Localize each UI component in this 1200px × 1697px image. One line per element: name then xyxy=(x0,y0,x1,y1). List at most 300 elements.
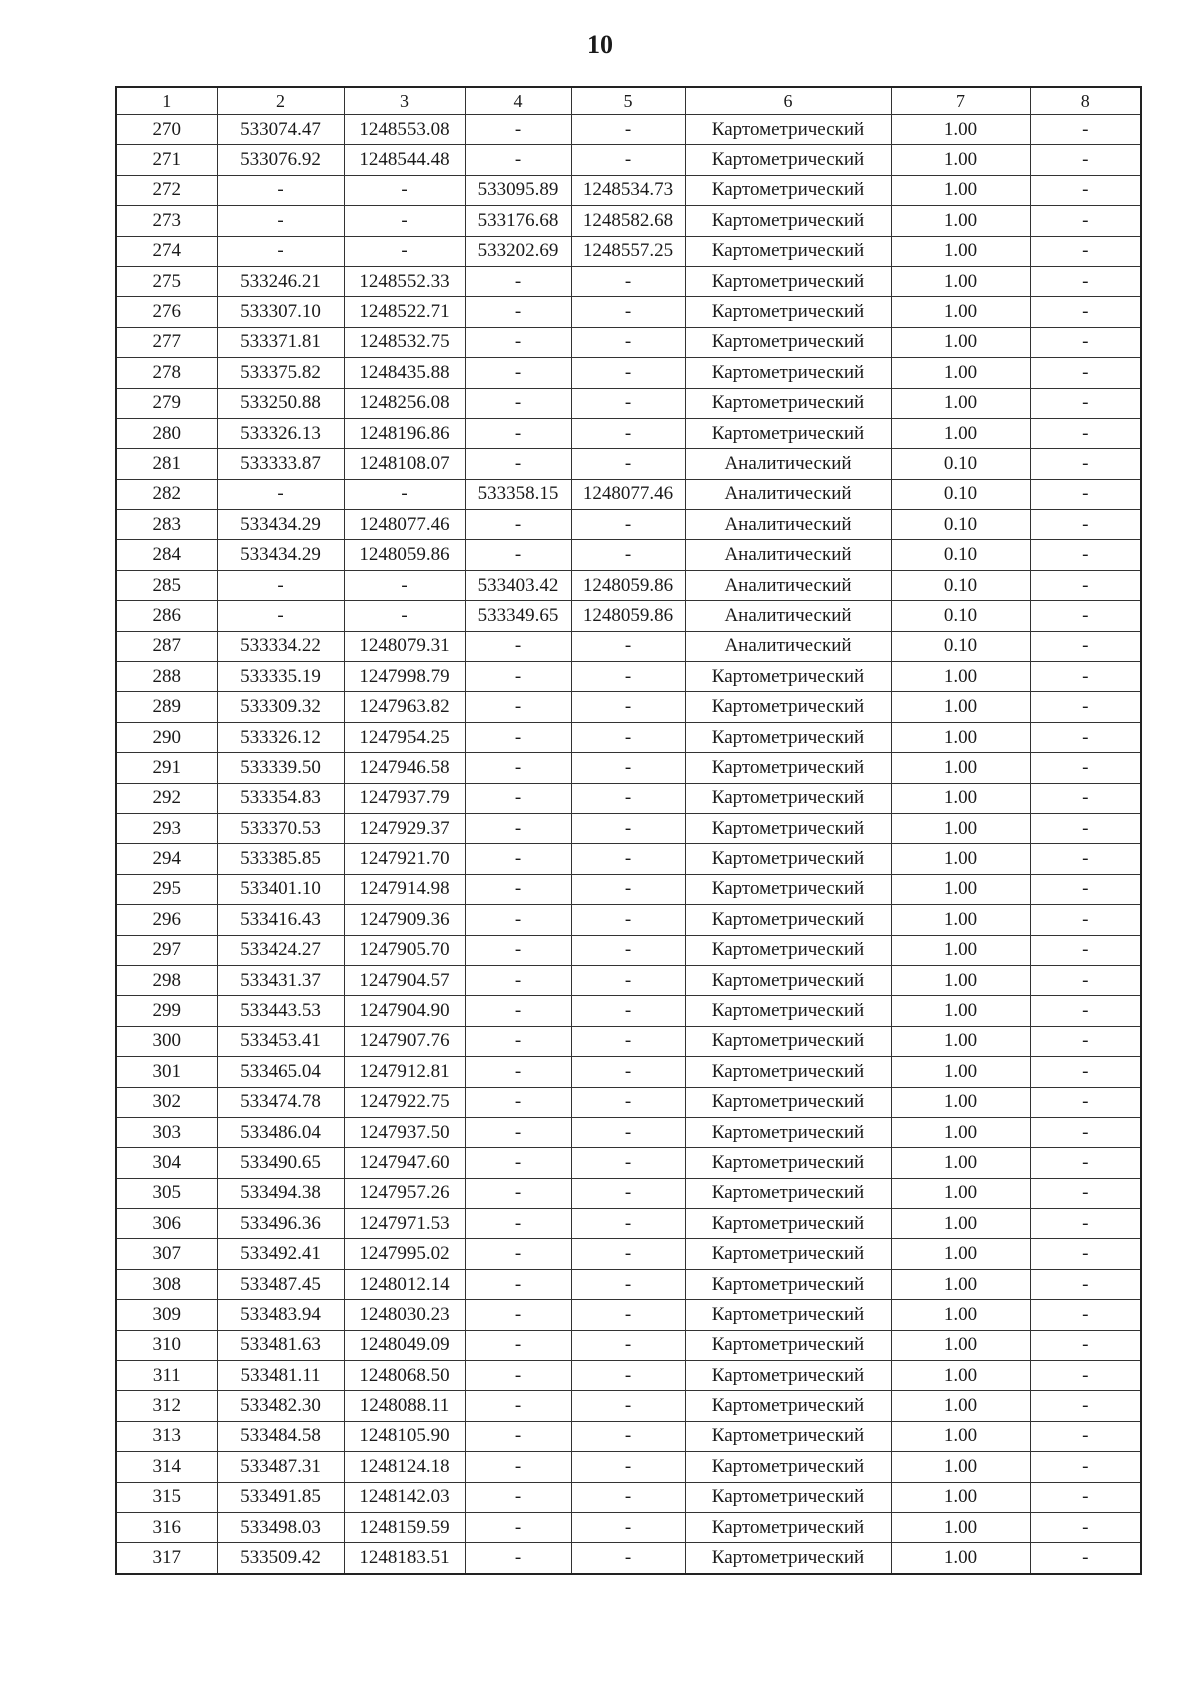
table-cell: 282 xyxy=(116,479,217,509)
table-cell: - xyxy=(344,601,465,631)
table-row xyxy=(116,1148,1141,1178)
table-cell: 533434.29 xyxy=(217,510,344,540)
table-cell: 284 xyxy=(116,540,217,570)
table-cell: Картометрический xyxy=(685,1178,891,1208)
table-cell: 533358.15 xyxy=(465,479,571,509)
table-cell: - xyxy=(1030,115,1141,145)
table-cell: - xyxy=(1030,266,1141,296)
table-cell: - xyxy=(465,874,571,904)
table-cell: 533509.42 xyxy=(217,1543,344,1574)
table-cell: - xyxy=(571,1330,685,1360)
table-cell: 533492.41 xyxy=(217,1239,344,1269)
column-header: 3 xyxy=(344,87,465,115)
table-cell: - xyxy=(465,115,571,145)
table-cell: 533326.13 xyxy=(217,418,344,448)
table-cell: - xyxy=(571,965,685,995)
table-cell: - xyxy=(571,905,685,935)
table-cell: - xyxy=(1030,631,1141,661)
table-cell: - xyxy=(1030,935,1141,965)
table-row xyxy=(116,935,1141,965)
table-cell: 533202.69 xyxy=(465,236,571,266)
table-row xyxy=(116,692,1141,722)
table-cell: 1248552.33 xyxy=(344,266,465,296)
table-cell: 533490.65 xyxy=(217,1148,344,1178)
table-row xyxy=(116,1512,1141,1542)
table-cell: - xyxy=(1030,388,1141,418)
table-cell: 1.00 xyxy=(891,1057,1030,1087)
table-cell: - xyxy=(465,449,571,479)
table-cell: 533487.45 xyxy=(217,1269,344,1299)
table-cell: 285 xyxy=(116,570,217,600)
table-cell: 1.00 xyxy=(891,1300,1030,1330)
table-cell: 1247947.60 xyxy=(344,1148,465,1178)
table-cell: 298 xyxy=(116,965,217,995)
table-cell: - xyxy=(344,236,465,266)
table-row xyxy=(116,722,1141,752)
table-cell: 1.00 xyxy=(891,1117,1030,1147)
table-cell: - xyxy=(571,418,685,448)
table-cell: 1248532.75 xyxy=(344,327,465,357)
table-row xyxy=(116,753,1141,783)
table-cell: - xyxy=(571,145,685,175)
table-cell: 1248435.88 xyxy=(344,358,465,388)
table-cell: Картометрический xyxy=(685,783,891,813)
table-cell: 533354.83 xyxy=(217,783,344,813)
table-cell: 1.00 xyxy=(891,266,1030,296)
table-cell: 0.10 xyxy=(891,601,1030,631)
table-cell: - xyxy=(465,1209,571,1239)
table-cell: 1248256.08 xyxy=(344,388,465,418)
table-cell: - xyxy=(1030,570,1141,600)
table-cell: 1248068.50 xyxy=(344,1361,465,1391)
table-cell: - xyxy=(1030,145,1141,175)
table-cell: Картометрический xyxy=(685,874,891,904)
table-cell: 308 xyxy=(116,1269,217,1299)
table-cell: - xyxy=(1030,1391,1141,1421)
table-cell: Картометрический xyxy=(685,1421,891,1451)
table-cell: 290 xyxy=(116,722,217,752)
table-cell: Картометрический xyxy=(685,1361,891,1391)
table-cell: 291 xyxy=(116,753,217,783)
table-cell: 1.00 xyxy=(891,1452,1030,1482)
table-cell: - xyxy=(344,479,465,509)
table-cell: - xyxy=(1030,449,1141,479)
table-cell: - xyxy=(465,1239,571,1269)
table-cell: 1248030.23 xyxy=(344,1300,465,1330)
table-row xyxy=(116,1178,1141,1208)
table-cell: 1247904.90 xyxy=(344,996,465,1026)
table-cell: - xyxy=(465,1026,571,1056)
column-header: 8 xyxy=(1030,87,1141,115)
table-cell: 1248582.68 xyxy=(571,206,685,236)
table-cell: 314 xyxy=(116,1452,217,1482)
table-row xyxy=(116,115,1141,145)
table-cell: Картометрический xyxy=(685,722,891,752)
table-cell: - xyxy=(571,813,685,843)
table-row xyxy=(116,1361,1141,1391)
table-cell: 1248108.07 xyxy=(344,449,465,479)
table-cell: - xyxy=(571,1269,685,1299)
table-cell: - xyxy=(465,1512,571,1542)
table-cell: - xyxy=(571,115,685,145)
table-cell: - xyxy=(1030,1209,1141,1239)
table-cell: 1248079.31 xyxy=(344,631,465,661)
table-cell: 1.00 xyxy=(891,1026,1030,1056)
table-cell: 1.00 xyxy=(891,1512,1030,1542)
table-cell: - xyxy=(1030,1361,1141,1391)
table-cell: - xyxy=(465,722,571,752)
table-cell: 1.00 xyxy=(891,1391,1030,1421)
table-cell: 533487.31 xyxy=(217,1452,344,1482)
table-cell: Картометрический xyxy=(685,965,891,995)
coordinates-table xyxy=(115,86,1142,1575)
table-row xyxy=(116,449,1141,479)
table-cell: - xyxy=(571,1209,685,1239)
table-cell: 1247909.36 xyxy=(344,905,465,935)
table-cell: 533494.38 xyxy=(217,1178,344,1208)
table-cell: 286 xyxy=(116,601,217,631)
table-cell: - xyxy=(217,570,344,600)
table-cell: - xyxy=(1030,540,1141,570)
table-cell: 1248522.71 xyxy=(344,297,465,327)
table-row xyxy=(116,510,1141,540)
table-cell: - xyxy=(465,1452,571,1482)
table-row xyxy=(116,570,1141,600)
table-cell: 1.00 xyxy=(891,327,1030,357)
table-cell: 302 xyxy=(116,1087,217,1117)
table-cell: - xyxy=(465,1543,571,1574)
table-cell: 1.00 xyxy=(891,1148,1030,1178)
table-cell: 1.00 xyxy=(891,418,1030,448)
table-cell: - xyxy=(465,662,571,692)
table-cell: 1248059.86 xyxy=(571,570,685,600)
table-cell: - xyxy=(571,1117,685,1147)
table-cell: Картометрический xyxy=(685,1057,891,1087)
column-header: 1 xyxy=(116,87,217,115)
table-cell: 1.00 xyxy=(891,692,1030,722)
table-cell: - xyxy=(465,1330,571,1360)
page-number: 10 xyxy=(587,30,613,59)
table-cell: - xyxy=(465,388,571,418)
table-cell: 1.00 xyxy=(891,297,1030,327)
table-cell: 299 xyxy=(116,996,217,1026)
table-cell: 1248088.11 xyxy=(344,1391,465,1421)
table-cell: 1.00 xyxy=(891,115,1030,145)
table-cell: 279 xyxy=(116,388,217,418)
table-cell: 316 xyxy=(116,1512,217,1542)
table-cell: - xyxy=(1030,1239,1141,1269)
table-cell: - xyxy=(465,996,571,1026)
table-cell: Аналитический xyxy=(685,631,891,661)
table-cell: Картометрический xyxy=(685,1543,891,1574)
table-cell: 288 xyxy=(116,662,217,692)
table-cell: - xyxy=(571,844,685,874)
table-cell: 1.00 xyxy=(891,145,1030,175)
table-cell: 1247905.70 xyxy=(344,935,465,965)
table-cell: - xyxy=(465,327,571,357)
table-row xyxy=(116,813,1141,843)
table-cell: - xyxy=(465,358,571,388)
table-cell: 1.00 xyxy=(891,753,1030,783)
table-cell: 1248077.46 xyxy=(571,479,685,509)
table-row xyxy=(116,297,1141,327)
table-cell: 1247904.57 xyxy=(344,965,465,995)
table-cell: - xyxy=(465,965,571,995)
table-cell: 311 xyxy=(116,1361,217,1391)
table-cell: 1247912.81 xyxy=(344,1057,465,1087)
table-cell: 533498.03 xyxy=(217,1512,344,1542)
table-cell: 1247907.76 xyxy=(344,1026,465,1056)
table-row xyxy=(116,418,1141,448)
table-cell: 1.00 xyxy=(891,1269,1030,1299)
table-cell: 0.10 xyxy=(891,510,1030,540)
table-cell: - xyxy=(465,1300,571,1330)
table-body xyxy=(116,115,1141,1574)
table-row xyxy=(116,1087,1141,1117)
table-cell: 306 xyxy=(116,1209,217,1239)
table-cell: - xyxy=(571,540,685,570)
table-cell: 307 xyxy=(116,1239,217,1269)
table-cell: - xyxy=(465,1117,571,1147)
table-cell: 1.00 xyxy=(891,874,1030,904)
table-cell: Картометрический xyxy=(685,1391,891,1421)
table-cell: 1.00 xyxy=(891,236,1030,266)
table-cell: Картометрический xyxy=(685,175,891,205)
table-cell: - xyxy=(217,206,344,236)
table-cell: 533074.47 xyxy=(217,115,344,145)
table-cell: 1.00 xyxy=(891,388,1030,418)
table-cell: - xyxy=(571,388,685,418)
table-cell: 1.00 xyxy=(891,813,1030,843)
table-cell: Картометрический xyxy=(685,1330,891,1360)
table-cell: Аналитический xyxy=(685,570,891,600)
table-cell: 1248105.90 xyxy=(344,1421,465,1451)
table-cell: 1247914.98 xyxy=(344,874,465,904)
table-cell: 1.00 xyxy=(891,1209,1030,1239)
table-cell: - xyxy=(465,1148,571,1178)
table-cell: 304 xyxy=(116,1148,217,1178)
table-cell: 533486.04 xyxy=(217,1117,344,1147)
table-cell: - xyxy=(1030,206,1141,236)
table-cell: 1247954.25 xyxy=(344,722,465,752)
table-cell: - xyxy=(1030,510,1141,540)
table-cell: - xyxy=(1030,358,1141,388)
table-cell: 1.00 xyxy=(891,1361,1030,1391)
table-cell: 533339.50 xyxy=(217,753,344,783)
table-cell: - xyxy=(465,1482,571,1512)
table-cell: - xyxy=(465,540,571,570)
table-cell: 533481.63 xyxy=(217,1330,344,1360)
table-cell: 1248124.18 xyxy=(344,1452,465,1482)
table-cell: - xyxy=(217,236,344,266)
table-cell: - xyxy=(571,327,685,357)
table-cell: - xyxy=(344,175,465,205)
table-cell: Картометрический xyxy=(685,1452,891,1482)
table-cell: - xyxy=(217,175,344,205)
table-cell: - xyxy=(1030,1482,1141,1512)
table-cell: - xyxy=(1030,479,1141,509)
table-cell: 1247971.53 xyxy=(344,1209,465,1239)
table-cell: - xyxy=(571,662,685,692)
table-cell: 0.10 xyxy=(891,570,1030,600)
table-cell: 1248557.25 xyxy=(571,236,685,266)
table-row xyxy=(116,1330,1141,1360)
table-cell: Картометрический xyxy=(685,1300,891,1330)
table-cell: 533416.43 xyxy=(217,905,344,935)
table-cell: 533496.36 xyxy=(217,1209,344,1239)
table-cell: 0.10 xyxy=(891,631,1030,661)
table-cell: 1.00 xyxy=(891,358,1030,388)
table-cell: - xyxy=(465,1391,571,1421)
table-cell: 533465.04 xyxy=(217,1057,344,1087)
table-cell: Картометрический xyxy=(685,1239,891,1269)
table-cell: - xyxy=(1030,1543,1141,1574)
table-cell: - xyxy=(571,874,685,904)
table-cell: Картометрический xyxy=(685,844,891,874)
table-row xyxy=(116,479,1141,509)
table-cell: - xyxy=(217,601,344,631)
table-cell: Картометрический xyxy=(685,327,891,357)
table-cell: 533474.78 xyxy=(217,1087,344,1117)
table-row xyxy=(116,1452,1141,1482)
table-cell: - xyxy=(571,1057,685,1087)
table-cell: - xyxy=(344,206,465,236)
table-cell: Картометрический xyxy=(685,418,891,448)
table-cell: - xyxy=(571,449,685,479)
table-cell: 533335.19 xyxy=(217,662,344,692)
table-row xyxy=(116,206,1141,236)
table-cell: - xyxy=(571,692,685,722)
table-cell: Картометрический xyxy=(685,1117,891,1147)
table-cell: 303 xyxy=(116,1117,217,1147)
table-cell: 1.00 xyxy=(891,1239,1030,1269)
table-cell: - xyxy=(1030,844,1141,874)
table-row xyxy=(116,145,1141,175)
table-cell: - xyxy=(465,1057,571,1087)
table-row xyxy=(116,327,1141,357)
table-cell: 294 xyxy=(116,844,217,874)
table-cell: 533326.12 xyxy=(217,722,344,752)
table-cell: - xyxy=(571,1421,685,1451)
table-cell: Картометрический xyxy=(685,905,891,935)
table-cell: 1247963.82 xyxy=(344,692,465,722)
table-cell: - xyxy=(571,1300,685,1330)
table-cell: - xyxy=(465,1421,571,1451)
table-cell: - xyxy=(1030,327,1141,357)
table-cell: 1248159.59 xyxy=(344,1512,465,1542)
table-cell: 1.00 xyxy=(891,1178,1030,1208)
table-cell: Картометрический xyxy=(685,1087,891,1117)
table-cell: 1247921.70 xyxy=(344,844,465,874)
table-cell: - xyxy=(571,1391,685,1421)
table-cell: 1.00 xyxy=(891,965,1030,995)
table-cell: 533309.32 xyxy=(217,692,344,722)
table-row xyxy=(116,844,1141,874)
table-cell: - xyxy=(1030,1148,1141,1178)
table-row xyxy=(116,540,1141,570)
table-cell: Картометрический xyxy=(685,662,891,692)
table-cell: 277 xyxy=(116,327,217,357)
table-cell: 295 xyxy=(116,874,217,904)
table-cell: - xyxy=(571,935,685,965)
table-cell: - xyxy=(465,297,571,327)
table-cell: 533349.65 xyxy=(465,601,571,631)
table-cell: 312 xyxy=(116,1391,217,1421)
table-cell: - xyxy=(465,418,571,448)
table-cell: 533403.42 xyxy=(465,570,571,600)
table-cell: 1248142.03 xyxy=(344,1482,465,1512)
table-cell: 533371.81 xyxy=(217,327,344,357)
table-cell: Картометрический xyxy=(685,692,891,722)
table-cell: 1.00 xyxy=(891,935,1030,965)
table-cell: - xyxy=(571,510,685,540)
table-cell: Картометрический xyxy=(685,1148,891,1178)
table-cell: - xyxy=(571,722,685,752)
table-cell: 533434.29 xyxy=(217,540,344,570)
table-cell: 533401.10 xyxy=(217,874,344,904)
table-cell: 1.00 xyxy=(891,1330,1030,1360)
table-header-row xyxy=(116,87,1141,115)
table-cell: - xyxy=(571,266,685,296)
table-cell: - xyxy=(465,935,571,965)
table-cell: - xyxy=(465,145,571,175)
table-cell: - xyxy=(571,1482,685,1512)
table-cell: 300 xyxy=(116,1026,217,1056)
table-cell: - xyxy=(465,1361,571,1391)
table-cell: 533334.22 xyxy=(217,631,344,661)
table-cell: Аналитический xyxy=(685,540,891,570)
table-row xyxy=(116,1209,1141,1239)
table-row xyxy=(116,996,1141,1026)
table-cell: 533491.85 xyxy=(217,1482,344,1512)
table-cell: 274 xyxy=(116,236,217,266)
table-cell: Картометрический xyxy=(685,206,891,236)
table-cell: 1248049.09 xyxy=(344,1330,465,1360)
table-cell: - xyxy=(465,1087,571,1117)
table-row xyxy=(116,266,1141,296)
column-header: 2 xyxy=(217,87,344,115)
table-cell: 317 xyxy=(116,1543,217,1574)
table-row xyxy=(116,1026,1141,1056)
table-cell: 533250.88 xyxy=(217,388,344,418)
table-cell: 309 xyxy=(116,1300,217,1330)
table-cell: Картометрический xyxy=(685,266,891,296)
table-row xyxy=(116,1421,1141,1451)
table-cell: Картометрический xyxy=(685,1269,891,1299)
table-cell: - xyxy=(571,1361,685,1391)
table-row xyxy=(116,874,1141,904)
table-cell: 1.00 xyxy=(891,783,1030,813)
table-cell: Аналитический xyxy=(685,601,891,631)
table-cell: - xyxy=(1030,236,1141,266)
table-cell: 1248012.14 xyxy=(344,1269,465,1299)
table-cell: - xyxy=(571,783,685,813)
table-cell: - xyxy=(465,631,571,661)
table-row xyxy=(116,1239,1141,1269)
table-cell: 292 xyxy=(116,783,217,813)
table-cell: 1247937.79 xyxy=(344,783,465,813)
table-cell: 1.00 xyxy=(891,844,1030,874)
table-cell: 1248544.48 xyxy=(344,145,465,175)
table-cell: - xyxy=(571,1026,685,1056)
table-cell: 301 xyxy=(116,1057,217,1087)
table-cell: 275 xyxy=(116,266,217,296)
table-cell: Картометрический xyxy=(685,115,891,145)
table-row xyxy=(116,388,1141,418)
table-cell: Картометрический xyxy=(685,935,891,965)
table-cell: 296 xyxy=(116,905,217,935)
table-cell: 1.00 xyxy=(891,1543,1030,1574)
